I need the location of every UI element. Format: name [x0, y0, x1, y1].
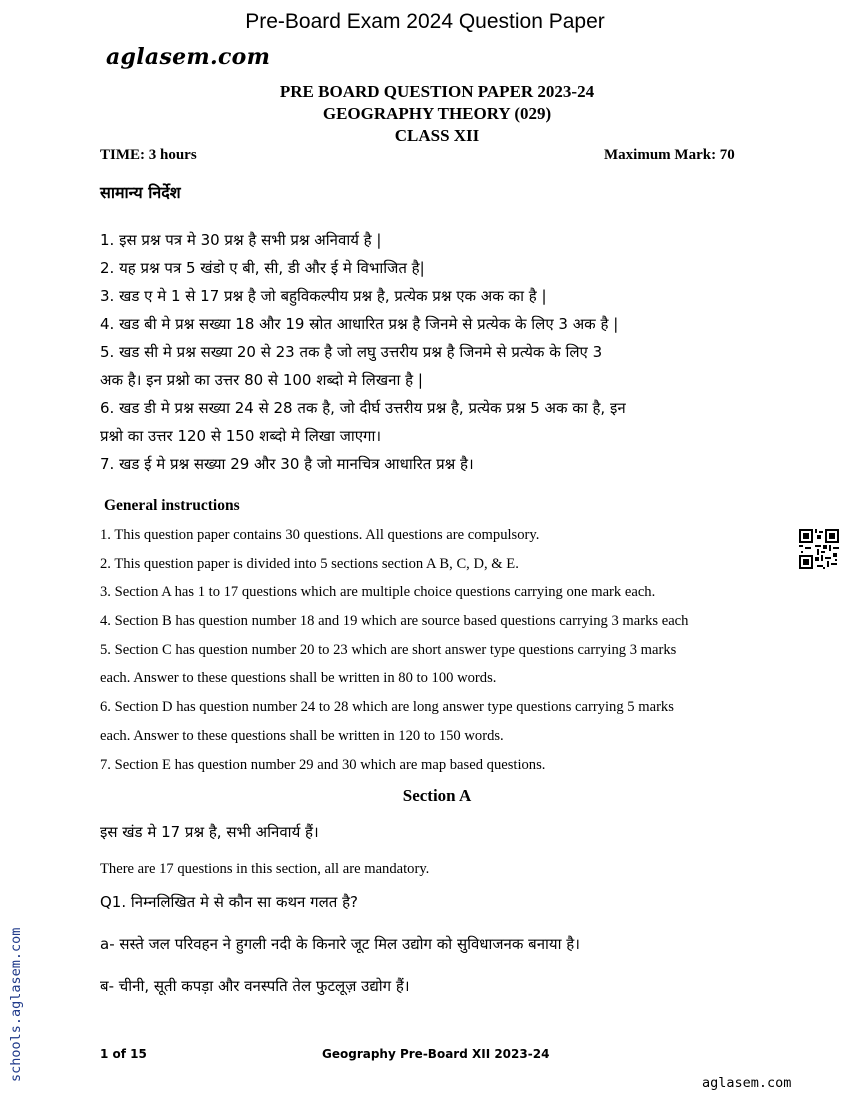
- general-instruction-line: 5. Section C has question number 20 to 23 which are short answer type questions carrying 3 marks: [100, 642, 677, 658]
- general-instruction-line: 4. Section B has question number 18 and 19 which are source based questions carrying 3 marks each: [100, 613, 689, 629]
- general-instruction-line: each. Answer to these questions shall be written in 120 to 150 words.: [100, 728, 504, 744]
- paper-title: PRE BOARD QUESTION PAPER 2023-24: [279, 82, 595, 101]
- general-instruction-line: 2. This question paper is divided into 5 sections section A B, C, D, & E.: [100, 556, 519, 572]
- class-title: CLASS XII: [394, 126, 480, 145]
- hindi-instruction-line: 2. यह प्रश्न पत्र 5 खंडो ए बी, सी, डी और ई मे विभाजित है|: [100, 259, 425, 277]
- footer-site-link[interactable]: aglasem.com: [702, 1075, 792, 1091]
- question-1-option-b: ब- चीनी, सूती कपड़ा और वनस्पति तेल फुटलूज़ उद्योग हैं।: [100, 977, 410, 995]
- footer-title: Geography Pre-Board XII 2023-24: [322, 1047, 550, 1061]
- aglasem-logo[interactable]: aglasem.com: [106, 44, 271, 70]
- hindi-instruction-line: प्रश्नो का उत्तर 120 से 150 शब्दो मे लिखा जाएगा।: [100, 427, 382, 445]
- hindi-instruction-line: 4. खड बी मे प्रश्न सख्या 18 और 19 स्रोत आधारित प्रश्न है जिनमे से प्रत्येक के लिए 3 अक है |: [100, 315, 619, 333]
- question-1-option-a: a- सस्ते जल परिवहन ने हुगली नदी के किनारे जूट मिल उद्योग को सुविधाजनक बनाया है।: [100, 935, 580, 953]
- general-instructions-heading: General instructions: [104, 497, 240, 514]
- section-a-title: Section A: [402, 786, 472, 805]
- general-instruction-line: each. Answer to these questions shall be written in 80 to 100 words.: [100, 670, 497, 686]
- hindi-instruction-line: 3. खड ए मे 1 से 17 प्रश्न है जो बहुविकल्पीय प्रश्न है, प्रत्येक प्रश्न एक अक का है |: [100, 287, 547, 305]
- general-instruction-line: 1. This question paper contains 30 questions. All questions are compulsory.: [100, 527, 540, 543]
- general-instruction-line: 6. Section D has question number 24 to 28 which are long answer type questions carrying 5 marks: [100, 699, 674, 715]
- general-instruction-line: 3. Section A has 1 to 17 questions which are multiple choice questions carrying one mark each.: [100, 584, 656, 600]
- hindi-instructions-heading: सामान्य निर्देश: [100, 183, 181, 202]
- section-a-english-note: There are 17 questions in this section, all are mandatory.: [100, 861, 430, 877]
- qr-code-icon[interactable]: [799, 529, 839, 569]
- time-allowed: TIME: 3 hours: [100, 147, 197, 163]
- subject-title: GEOGRAPHY THEORY (029): [322, 104, 552, 123]
- hindi-instruction-line: 6. खड डी मे प्रश्न सख्या 24 से 28 तक है, जो दीर्घ उत्तरीय प्रश्न है, प्रत्येक प्रश्न 5 अक का है, इन: [100, 399, 626, 417]
- hindi-instruction-line: 7. खड ई मे प्रश्न सख्या 29 और 30 है जो मानचित्र आधारित प्रश्न है।: [100, 455, 474, 473]
- page-top-title: Pre-Board Exam 2024 Question Paper: [245, 10, 605, 33]
- side-watermark: schools.aglasem.com: [8, 927, 24, 1082]
- hindi-instruction-line: 1. इस प्रश्न पत्र मे 30 प्रश्न है सभी प्रश्न अनिवार्य है |: [100, 231, 382, 249]
- page-number: 1 of 15: [100, 1047, 147, 1061]
- hindi-instruction-line: 5. खड सी मे प्रश्न सख्या 20 से 23 तक है जो लघु उत्तरीय प्रश्न है जिनमे से प्रत्येक के लिए 3: [100, 343, 603, 361]
- question-1: Q1. निम्नलिखित मे से कौन सा कथन गलत है?: [100, 893, 359, 911]
- general-instruction-line: 7. Section E has question number 29 and 30 which are map based questions.: [100, 757, 546, 773]
- maximum-marks: Maximum Mark: 70: [604, 147, 735, 163]
- hindi-instruction-line: अक है। इन प्रश्नो का उत्तर 80 से 100 शब्दो मे लिखना है |: [100, 371, 423, 389]
- section-a-hindi-note: इस खंड मे 17 प्रश्न है, सभी अनिवार्य हैं।: [100, 823, 319, 841]
